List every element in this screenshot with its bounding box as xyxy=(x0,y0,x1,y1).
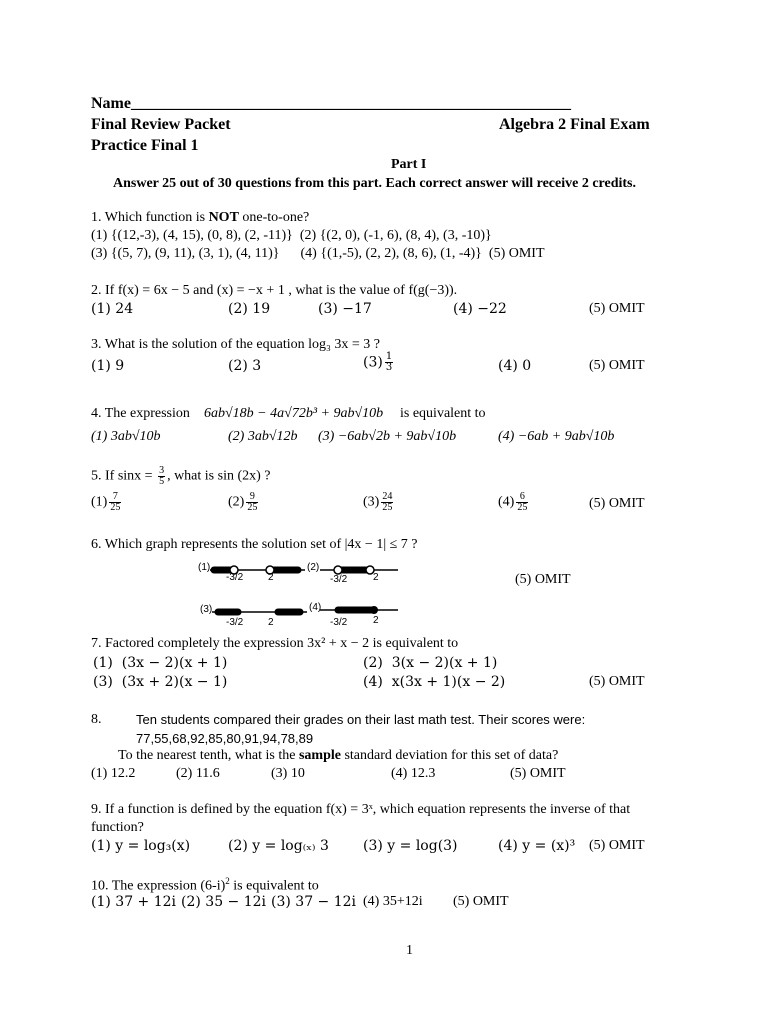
q3-fraction-den: 3 xyxy=(385,362,393,373)
q2-choice-4: (4) −22 xyxy=(453,301,507,317)
q7-choice-1: (1) (3x − 2)(x + 1) xyxy=(93,655,228,671)
page-number: 1 xyxy=(406,943,413,958)
q6-graph-3-label: (3) xyxy=(200,604,213,615)
q10-stem xyxy=(91,876,319,895)
q1-stem-b: one-to-one? xyxy=(238,210,310,225)
part-title: Part I xyxy=(391,157,427,172)
q6-graph-2-label: (2) xyxy=(307,562,320,573)
q6-stem: 6. Which graph represents the solution set of |4x − 1| ≤ 7 ? xyxy=(91,537,418,552)
q1-stem-bold: NOT xyxy=(208,210,239,225)
q9-choice-1: (1) y = log₃(x) xyxy=(91,838,191,854)
q10-stem-a: 10. The expression (6-i) xyxy=(91,878,226,894)
q9-choice-3: (3) y = log(3) xyxy=(363,838,458,854)
q6-graph-1 xyxy=(210,562,305,592)
q5-choice-2 xyxy=(228,492,260,513)
q5-stem-num: 3 xyxy=(159,465,165,476)
packet-title: Final Review Packet xyxy=(91,116,231,133)
q6-graph-3-tick-left: -3/2 xyxy=(226,617,244,628)
q6-graph-4-tick-right: 2 xyxy=(373,615,379,626)
q5-c3-den: 25 xyxy=(382,502,393,513)
q5-stem-a: 5. If sinx = xyxy=(91,468,157,484)
q6-graph-2-tick-left: -3/2 xyxy=(330,574,348,585)
q6-graph-3-tick-right: 2 xyxy=(268,617,274,628)
q8-scores: 77,55,68,92,85,80,91,94,78,89 xyxy=(136,731,314,746)
q4-choice-2: (2) 3ab√12b xyxy=(228,429,298,444)
q5-c1-num: 7 xyxy=(109,492,121,503)
q8-stem: Ten students compared their grades on their last math test. Their scores were: xyxy=(136,712,586,727)
q3-choice-4: (4) 0 xyxy=(498,358,532,374)
q5-stem-b: , what is sin (2x) ? xyxy=(167,468,271,484)
q1-stem-a: 1. Which function is xyxy=(91,210,209,225)
name-line: Name_______________________________________________________ xyxy=(91,95,571,112)
q10-choice-4: (4) 35+12i xyxy=(363,894,423,909)
q5-c2-num: 9 xyxy=(246,492,258,503)
q4-choice-1: (1) 3ab√10b xyxy=(91,429,161,444)
q8-choice-2: (2) 11.6 xyxy=(176,766,220,781)
q3-fraction-num: 1 xyxy=(385,351,393,362)
q6-graph-4-label: (4) xyxy=(309,602,322,613)
q6-graph-1-tick-right: 2 xyxy=(268,572,274,583)
q4-choice-3: (3) −6ab√2b + 9ab√10b xyxy=(318,429,457,444)
q3-choice-5: (5) OMIT xyxy=(589,358,645,373)
q2-stem: 2. If f(x) = 6x − 5 and (x) = −x + 1 , what is the value of f(g(−3)). xyxy=(91,283,458,298)
q5-choice-4 xyxy=(498,492,530,513)
q4-choice-4: (4) −6ab + 9ab√10b xyxy=(498,429,615,444)
q5-choice-3-fraction xyxy=(381,492,393,513)
q2-choice-5: (5) OMIT xyxy=(589,301,645,316)
q9-choice-5: (5) OMIT xyxy=(589,838,645,853)
q9-stem-line2: function? xyxy=(91,820,144,835)
q6-choice-5: (5) OMIT xyxy=(515,572,571,587)
exam-title: Algebra 2 Final Exam xyxy=(499,116,650,133)
practice-title: Practice Final 1 xyxy=(91,137,199,154)
q8-choice-1: (1) 12.2 xyxy=(91,766,136,781)
q8-choice-5: (5) OMIT xyxy=(510,766,566,781)
q1-choices-line2: (3) {(5, 7), (9, 11), (3, 1), (4, 11)} (4) {(1,-5), (2, 2), (8, 6), (1, -4)} (5) OMIT xyxy=(91,246,545,261)
q5-c3-num: 24 xyxy=(382,491,393,502)
q3-choice-3-fraction xyxy=(385,352,393,373)
q10-choice-5: (5) OMIT xyxy=(453,894,509,909)
q6-graph-2-tick-right: 2 xyxy=(373,572,379,583)
q2-choice-1: (1) 24 xyxy=(91,301,134,317)
q8-question-a: To the nearest tenth, what is the xyxy=(118,748,299,763)
q7-choice-4: (4) x(3x + 1)(x − 2) xyxy=(363,674,506,690)
q2-choice-2: (2) 19 xyxy=(228,301,271,317)
q5-c2-den: 25 xyxy=(247,502,258,513)
q5-stem xyxy=(91,466,271,487)
q5-choice-3 xyxy=(363,492,395,513)
q3-choice-1: (1) 9 xyxy=(91,358,125,374)
q1-stem xyxy=(91,210,309,226)
q3-choice-2: (2) 3 xyxy=(228,358,262,374)
instructions: Answer 25 out of 30 questions from this part. Each correct answer will receive 2 credits. xyxy=(113,176,636,191)
q9-stem-line1: 9. If a function is defined by the equation f(x) = 3ˣ, which equation represents the inverse of that xyxy=(91,802,631,817)
q4-expression: 6ab√18b − 4a√72b³ + 9ab√10b xyxy=(204,406,384,421)
q9-choice-2: (2) y = log₍ₓ₎ 3 xyxy=(228,838,329,854)
q3-choice-3 xyxy=(363,352,395,373)
q5-choice-1-label: (1) xyxy=(91,494,108,510)
q5-choice-3-label: (3) xyxy=(363,494,380,510)
q10-choice-3: (3) 37 − 12i xyxy=(271,894,357,910)
q3-stem: 3. What is the solution of the equation log₃ 3x = 3 ? xyxy=(91,337,380,352)
q6-graph-1-tick-left: -3/2 xyxy=(226,572,244,583)
q8-choice-4: (4) 12.3 xyxy=(391,766,436,781)
q5-choice-1 xyxy=(91,492,123,513)
q8-question-bold: sample xyxy=(298,748,341,763)
q5-stem-den: 5 xyxy=(159,476,165,487)
q7-choice-5: (5) OMIT xyxy=(589,674,645,689)
q9-choice-4: (4) y = (x)³ xyxy=(498,838,576,854)
q8-question-b: standard deviation for this set of data? xyxy=(340,748,559,763)
q10-choice-1: (1) 37 + 12i xyxy=(91,894,177,910)
q5-c4-num: 6 xyxy=(516,492,528,503)
q5-c1-den: 25 xyxy=(110,502,121,513)
q7-choice-3: (3) (3x + 2)(x − 1) xyxy=(93,674,228,690)
q6-graph-4-tick-left: -3/2 xyxy=(330,617,348,628)
q5-choice-4-fraction xyxy=(516,492,528,513)
q10-stem-sup: 2 xyxy=(225,876,230,886)
q1-choices-line1: (1) {(12,-3), (4, 15), (0, 8), (2, -11)} (2) {(2, 0), (-1, 6), (8, 4), (3, -10)} xyxy=(91,228,492,243)
q8-choice-3: (3) 10 xyxy=(271,766,305,781)
q5-choice-5: (5) OMIT xyxy=(589,496,645,511)
q10-stem-b: is equivalent to xyxy=(229,878,319,894)
q5-c4-den: 25 xyxy=(517,502,528,513)
q6-graph-1-label: (1) xyxy=(198,562,211,573)
q7-choice-2: (2) 3(x − 2)(x + 1) xyxy=(363,655,498,671)
q5-choice-4-label: (4) xyxy=(498,494,515,510)
q2-choice-3: (3) −17 xyxy=(318,301,372,317)
q8-number: 8. xyxy=(91,712,102,727)
q5-choice-1-fraction xyxy=(109,492,121,513)
q3-choice-3-label: (3) xyxy=(363,354,383,371)
q4-stem-a: 4. The expression xyxy=(91,406,190,421)
q10-choice-2: (2) 35 − 12i xyxy=(181,894,267,910)
q5-choice-2-label: (2) xyxy=(228,494,245,510)
q5-choice-2-fraction xyxy=(246,492,258,513)
q5-stem-fraction xyxy=(158,466,165,487)
q8-question xyxy=(118,748,558,764)
q7-stem: 7. Factored completely the expression 3x² + x − 2 is equivalent to xyxy=(91,636,459,651)
q4-stem-b: is equivalent to xyxy=(400,406,486,421)
